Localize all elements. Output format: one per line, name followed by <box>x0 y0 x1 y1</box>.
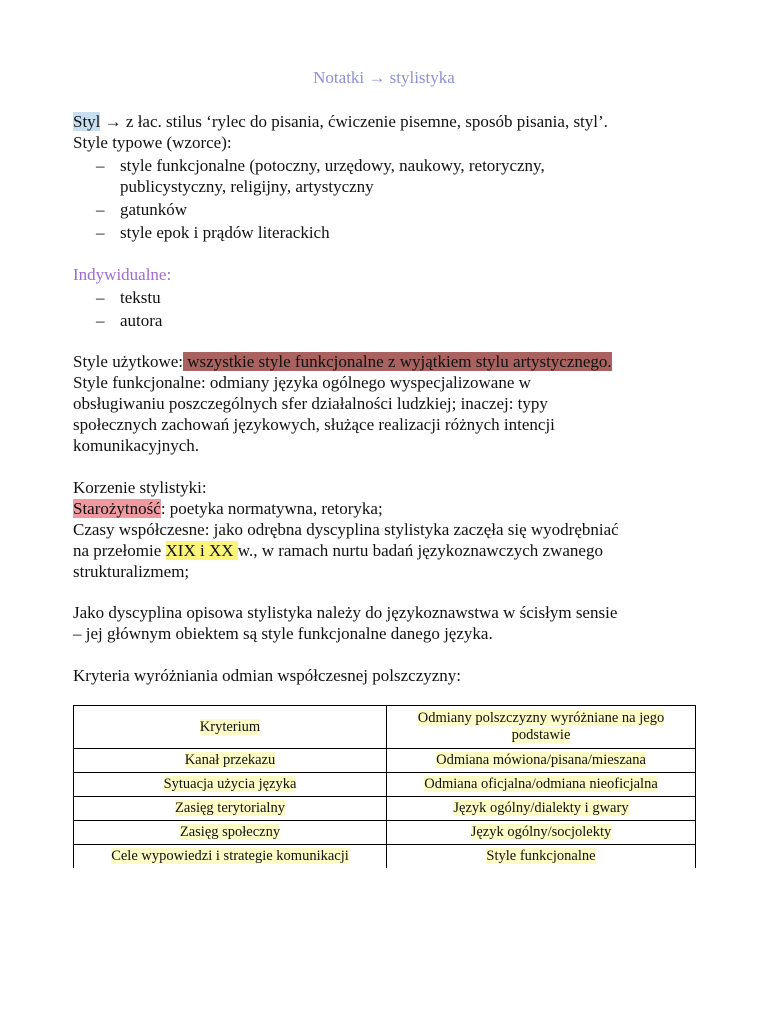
paragraph-line: – jej głównym obiektem są style funkcjonalne danego języka. <box>73 624 493 643</box>
list-item: tekstu <box>120 288 161 307</box>
table-cell <box>387 797 696 821</box>
style-typowe-heading: Style typowe (wzorce): <box>73 133 232 152</box>
table-row <box>74 797 696 821</box>
kryteria-heading: Kryteria wyróżniania odmian współczesnej polszczyzny: <box>73 666 462 685</box>
bullet-dash: – <box>96 156 105 175</box>
table-row <box>74 773 696 797</box>
paragraph-line: obsługiwaniu poszczególnych sfer działalności ludzkiej; inaczej: typy <box>73 394 548 413</box>
cell-text: Kanał przekazu <box>184 752 276 768</box>
page-title: Notatki → stylistyka <box>313 68 455 87</box>
table-header-cell <box>74 706 387 749</box>
table-row <box>74 845 696 869</box>
cell-text: Cele wypowiedzi i strategie komunikacji <box>111 848 349 864</box>
text-fragment: na przełomie <box>73 541 166 560</box>
list-item: gatunków <box>120 200 188 219</box>
cell-text: Sytuacja użycia języka <box>163 776 297 792</box>
list-item-continuation: publicystyczny, religijny, artystyczny <box>120 177 374 196</box>
table-cell <box>74 797 387 821</box>
header-text: Odmiany polszczyzny wyróżniane na jego podstawie <box>417 710 665 743</box>
style-uzytkowe-highlight: wszystkie style funkcjonalne z wyjątkiem stylu artystycznego. <box>183 352 612 371</box>
criteria-table <box>73 705 696 868</box>
list-item: style epok i prądów literackich <box>120 223 330 242</box>
bullet-dash: – <box>96 288 105 307</box>
cell-text: Zasięg terytorialny <box>175 800 285 816</box>
table-cell <box>387 821 696 845</box>
table-cell <box>74 773 387 797</box>
starozytnosc-word: Starożytność <box>73 499 161 518</box>
paragraph-line <box>73 540 603 561</box>
paragraph-line: społecznych zachowań językowych, służące realizacji różnych intencji <box>73 415 555 434</box>
table-cell <box>387 845 696 869</box>
table-cell <box>74 821 387 845</box>
table-cell <box>74 845 387 869</box>
list-item: style funkcjonalne (potoczny, urzędowy, naukowy, retoryczny, <box>120 156 545 175</box>
bullet-dash: – <box>96 200 105 219</box>
korzenie-heading: Korzenie stylistyki: <box>73 478 207 497</box>
styl-word: Styl <box>73 112 101 131</box>
indywidualne-heading: Indywidualne: <box>73 265 172 284</box>
paragraph-line: strukturalizmem; <box>73 562 190 581</box>
table-header-cell <box>387 706 696 749</box>
cell-text: Język ogólny/socjolekty <box>470 824 612 840</box>
table-row <box>74 821 696 845</box>
cell-text: Odmiana mówiona/pisana/mieszana <box>436 752 646 768</box>
styl-definition-text: → z łac. stilus ‘rylec do pisania, ćwiczenie pisemne, sposób pisania, styl’. <box>100 112 608 131</box>
styl-definition <box>73 111 608 132</box>
cell-text: Język ogólny/dialekty i gwary <box>453 800 629 816</box>
starozytnosc-line <box>73 498 383 519</box>
cell-text: Odmiana oficjalna/odmiana nieoficjalna <box>424 776 658 792</box>
paragraph-line: Jako dyscyplina opisowa stylistyka należy do językoznawstwa w ścisłym sensie <box>73 603 618 622</box>
text-fragment: w., w ramach nurtu badań językoznawczych zwanego <box>237 541 603 560</box>
table-cell <box>387 773 696 797</box>
cell-text: Zasięg społeczny <box>179 824 281 840</box>
paragraph-line: Style funkcjonalne: odmiany języka ogólnego wyspecjalizowane w <box>73 373 531 392</box>
list-item: autora <box>120 311 163 330</box>
starozytnosc-text: : poetyka normatywna, retoryka; <box>160 499 383 518</box>
century-highlight: XIX i XX <box>165 541 238 560</box>
table-cell <box>387 749 696 773</box>
paragraph-line: Czasy współczesne: jako odrębna dyscyplina stylistyka zaczęła się wyodrębniać <box>73 520 619 539</box>
style-uzytkowe <box>73 351 612 372</box>
table-cell <box>74 749 387 773</box>
header-text: Kryterium <box>199 718 261 735</box>
style-uzytkowe-label: Style użytkowe: <box>73 352 184 371</box>
bullet-dash: – <box>96 311 105 330</box>
table-row <box>74 749 696 773</box>
paragraph-line: komunikacyjnych. <box>73 436 200 455</box>
table-header-row <box>74 706 696 749</box>
bullet-dash: – <box>96 223 105 242</box>
cell-text: Style funkcjonalne <box>486 848 596 864</box>
